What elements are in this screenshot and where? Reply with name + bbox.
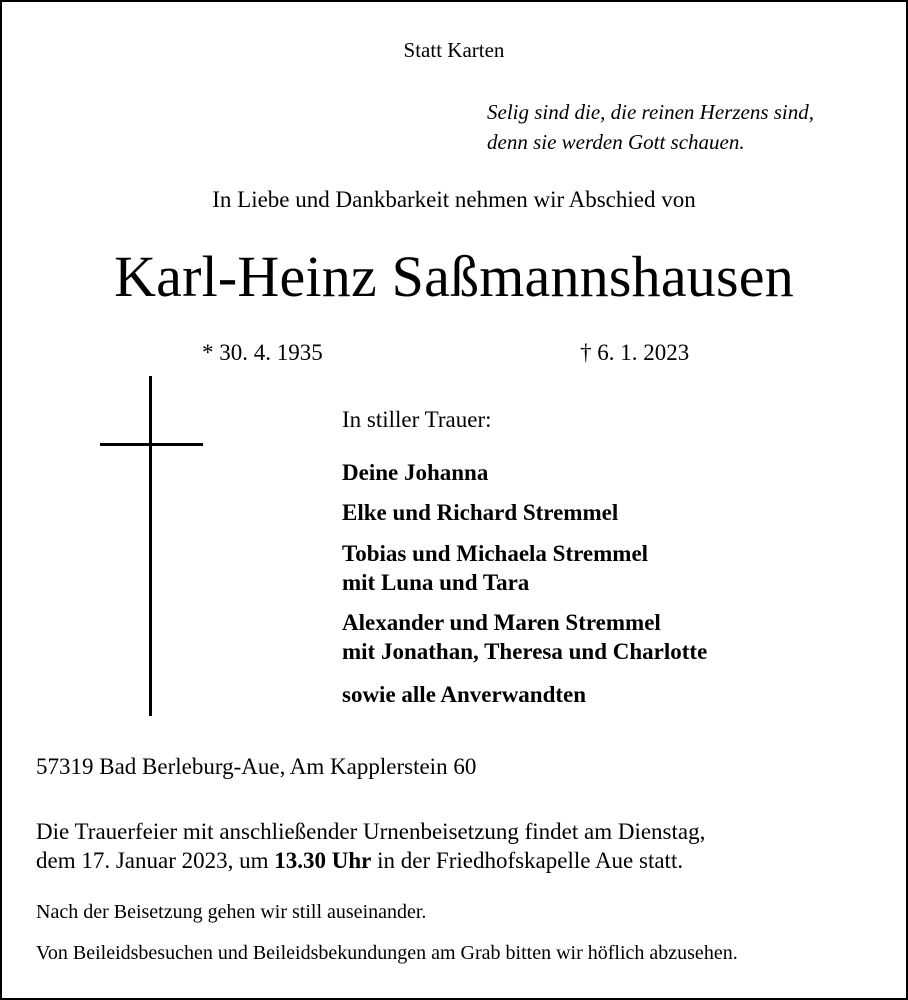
death-date: † 6. 1. 2023 [580, 340, 690, 365]
address-text: 57319 Bad Berleburg-Aue, Am Kapplerstein 60 [36, 754, 477, 779]
bible-quote [487, 97, 814, 157]
cross-horizontal-bar [100, 443, 203, 446]
condolence-note: Von Beileidsbesuchen und Beileidsbekundungen am Grab bitten wir höflich abzusehen. [36, 942, 738, 964]
ceremony-line [36, 846, 705, 875]
ceremony-location: in der Friedhofskapelle Aue statt. [371, 848, 684, 873]
family-entry [342, 498, 618, 527]
header-text: Statt Karten [403, 38, 505, 62]
family-line: Elke und Richard Stremmel [342, 500, 619, 525]
family-entry [342, 680, 586, 709]
burial-note: Nach der Beisetzung gehen wir still auseinander. [36, 901, 427, 923]
family-entry [342, 458, 488, 487]
intro-text: In Liebe und Dankbarkeit nehmen wir Abschied von [212, 187, 696, 212]
family-line: sowie alle Anverwandten [342, 682, 587, 707]
family-line: Tobias und Michaela Stremmel [342, 541, 649, 566]
family-line: mit Luna und Tara [342, 570, 530, 595]
birth-date: * 30. 4. 1935 [202, 340, 323, 365]
family-line: Deine Johanna [342, 460, 489, 485]
mourning-label: In stiller Trauer: [342, 407, 492, 432]
family-entry [342, 539, 648, 597]
cross-vertical-bar [149, 376, 152, 716]
ceremony-time: 13.30 Uhr [274, 848, 372, 873]
quote-line: Selig sind die, die reinen Herzens sind, [487, 100, 815, 124]
deceased-name: Karl-Heinz Saßmannshausen [114, 244, 794, 309]
quote-line: denn sie werden Gott schauen. [487, 130, 745, 154]
ceremony-info [36, 817, 705, 875]
ceremony-date: dem 17. Januar 2023, um [36, 848, 275, 873]
family-entry [342, 608, 707, 666]
family-line: mit Jonathan, Theresa und Charlotte [342, 639, 708, 664]
family-line: Alexander und Maren Stremmel [342, 610, 661, 635]
ceremony-line: Die Trauerfeier mit anschließender Urnenbeisetzung findet am Dienstag, [36, 819, 706, 844]
